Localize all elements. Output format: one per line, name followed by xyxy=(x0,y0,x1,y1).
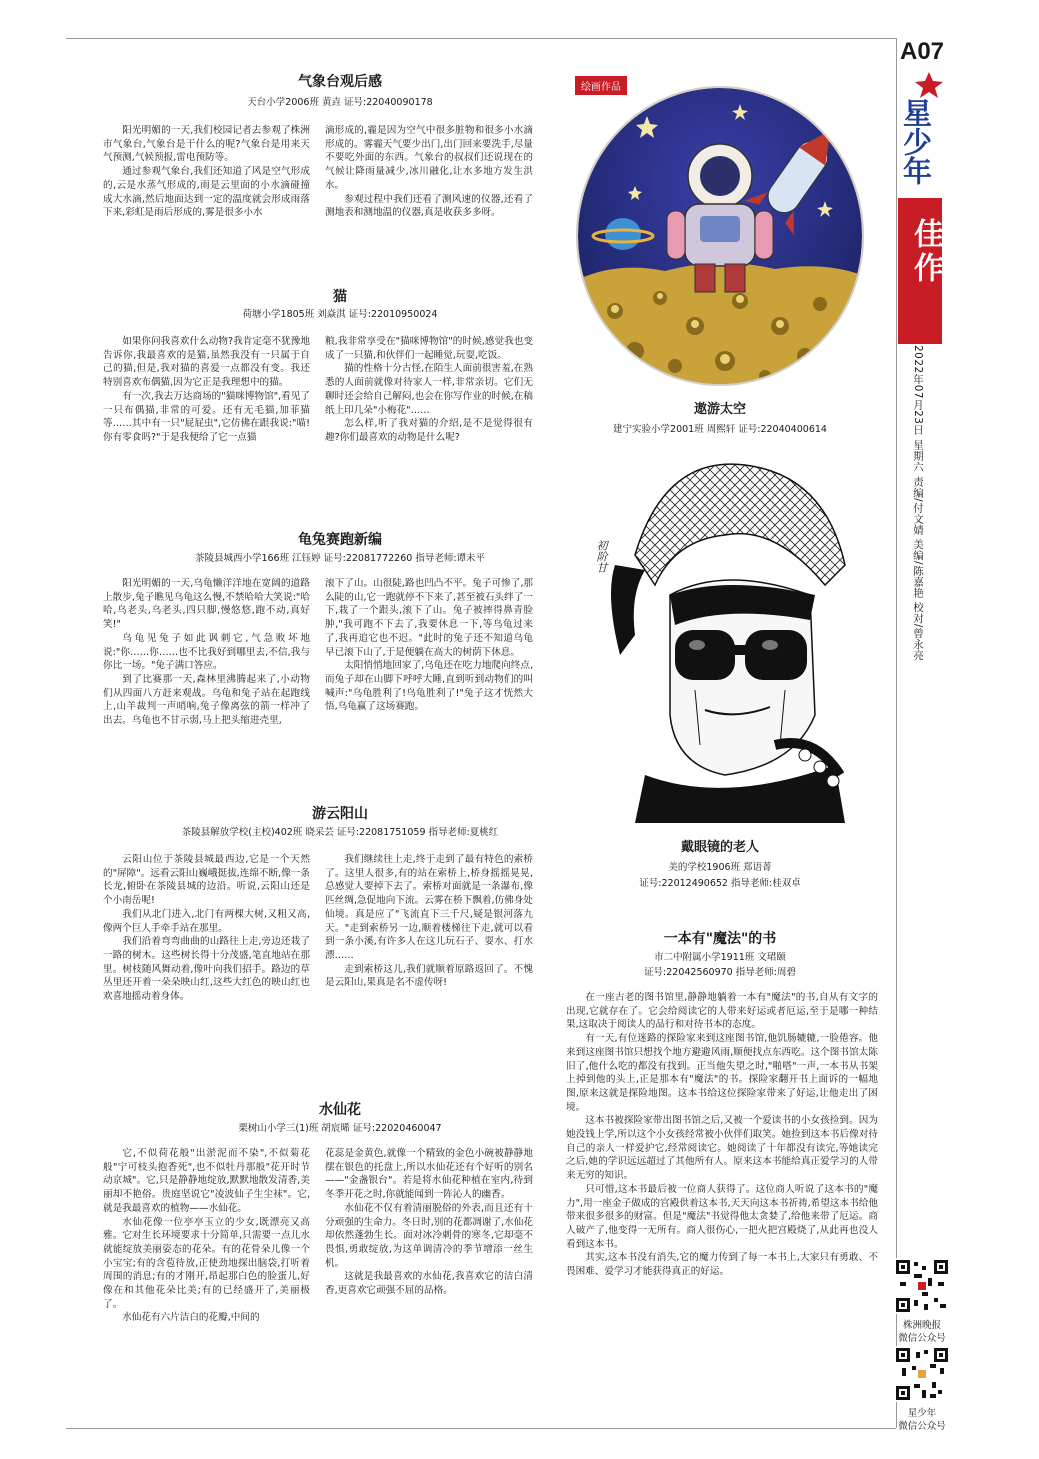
paragraph: 怎么样,听了我对猫的介绍,是不是觉得很有趣?你们最喜欢的动物是什么呢? xyxy=(325,418,533,443)
paragraph: 这就是我最喜欢的水仙花,我喜欢它的洁白清香,更喜欢它顽强不屈的品格。 xyxy=(325,1271,533,1297)
qr-caption: 株洲晚报 xyxy=(902,1320,941,1331)
qr-code-zhuzhou-evening[interactable] xyxy=(894,1258,950,1314)
qr-code-star-youth[interactable] xyxy=(894,1346,950,1402)
article-title: 气象台观后感 xyxy=(298,74,382,90)
bottom-rule xyxy=(66,1428,896,1429)
artwork-caption xyxy=(560,398,880,435)
artwork-space xyxy=(575,76,865,388)
right-column-rule xyxy=(896,38,897,1428)
star-icon xyxy=(914,72,944,98)
paragraph: 我们沿着弯弯曲曲的山路往上走,旁边还栽了一路的树木。这些树长得十分茂盛,笔直地站在那里。树枝随风舞动着,像叶向我们招手。路边的草丛里还开着一朵朵映山红,这些大红色的映山红也欢喜地摇动着身体。 xyxy=(103,936,310,1003)
article-body xyxy=(566,991,878,1279)
artwork-title: 遨游太空 xyxy=(693,402,746,417)
paragraph: 阳光明媚的一天,乌龟懒洋洋地在宽阔的道路上散步,兔子瞧见乌龟这么慢,不禁哈哈大笑说:"哈哈,乌老头,乌老头,四只脚,慢悠悠,跑不动,真好笑!" xyxy=(103,578,310,631)
qr-caption: 微信公众号 xyxy=(898,1333,946,1344)
article-col-left xyxy=(103,1147,310,1325)
paragraph: 我们继续往上走,终于走到了最有特色的索桥了。这里人很多,有的站在索桥上,桥身摇摇晃晃,总感觉人要掉下去了。索桥对面就是一条瀑布,像匹丝绸,急促地向下流。云雾在桥下飘着,仿佛身处仙境。真是应了"飞流直下三千尺,疑是银河落九天。"走到索桥另一边,顺着楼梯往下走,就可以看到一条小溪,有许多人在这儿玩石子、耍水、打水漂…… xyxy=(325,854,533,961)
paragraph: 我们从北门进入,北门有两棵大树,又粗又高,像两个巨人手牵手站在那里。 xyxy=(103,908,310,934)
date-credits: 2022年07月23日 星期六 责编/付文婧 美编/陈嘉艳 校对/曾永亮 xyxy=(912,345,924,661)
paragraph: 如果你问我喜欢什么动物?我肯定毫不犹豫地告诉你,我最喜欢的是猫,虽然我没有一只属于自己的猫,但是,我对猫的喜爱一点都没有变。我还特别喜欢布偶猫,因为它正是我理想中的猫。 xyxy=(103,336,310,389)
paragraph: 参观过程中我们还看了测风速的仪器,还看了测地表和测地温的仪器,真是收获多多呀。 xyxy=(325,193,533,219)
article-col-left xyxy=(103,335,310,445)
top-rule xyxy=(66,38,896,39)
article-byline: 茶陵县解放学校(主校)402班 晓采芸 证号:22081751059 指导老师:夏桃红 xyxy=(181,827,499,838)
paragraph: 这本书被探险家带出图书馆之后,又被一个爱读书的小女孩捡到。因为她没钱上学,所以这个小女孩经常被小伙伴们取笑。她捡到这本书后像对待自己的亲人一样爱护它,经常阅读它。她阅读了十年都没有读完,等她读完之后,她的学识远远超过了其他所有人。原来这本书能给真正爱学习的人带来无穷的知识。 xyxy=(566,1115,878,1182)
paragraph: 到了比赛那一天,森林里沸腾起来了,小动物们从四面八方赶来观战。乌龟和兔子站在起跑线上,山羊裁判一声哨响,兔子像离弦的箭一样冲了出去。乌龟也不甘示弱,马上把头缩进壳里, xyxy=(103,673,310,727)
article-byline: 天台小学2006班 黄垚 证号:22040090178 xyxy=(247,97,433,108)
paragraph-continued: 花蕊是金黄色,就像一个精致的金色小碗被静静地摆在银色的托盘上,所以水仙花还有个好听的别名——"金盏银台"。若是将水仙花种植在室内,待到冬季开花之时,你就能闻到一阵沁人的幽香。 xyxy=(325,1148,533,1201)
qr-caption: 微信公众号 xyxy=(898,1421,946,1432)
artwork-credit: 美的学校1906班 郑语菁 xyxy=(668,862,772,873)
paragraph: 通过参观气象台,我们还知道了风是空气形成的,云是水蒸气形成的,雨是云里面的小水滴碰撞成大水滴,然后地面达到一定的温度就会形成雨落下来,彩虹是雨后形成的,雾是很多小水 xyxy=(103,166,310,219)
artwork-old-man xyxy=(575,445,865,823)
paragraph: 水仙花不仅有着清丽脱俗的外表,而且还有十分顽强的生命力。冬日时,别的花都凋谢了,水仙花却依然蓬勃生长。面对冰冷刺骨的寒冬,它却毫不畏惧,勇敢绽放,为这单调清冷的季节增添一丝生机。 xyxy=(325,1202,533,1269)
paragraph: 乌龟见兔子如此讽刺它,气急败坏地说:"你……你……也不比我好到哪里去,不信,我与你比一场。"兔子满口答应。 xyxy=(103,632,310,672)
article-byline: 荷塘小学1805班 刘焱淇 证号:22010950024 xyxy=(242,309,438,320)
section-label: 佳作 xyxy=(908,218,943,286)
paragraph: 水仙花有六片洁白的花瓣,中间的 xyxy=(122,1312,260,1324)
article-byline: 市二中附属小学1911班 文珺颐 xyxy=(654,952,786,963)
article-byline: 茶陵县城西小学166班 江钰婷 证号:22081772260 指导老师:谭未平 xyxy=(194,553,486,564)
paragraph: 猫的性格十分古怪,在陌生人面前很害羞,在熟悉的人面前就像对待家人一样,非常亲切。它们无聊时还会给自己解闷,也会在你写作业的时候,在稿纸上印几朵"小梅花"…… xyxy=(325,363,533,416)
article-title: 游云阳山 xyxy=(312,806,368,822)
paragraph: 云阳山位于茶陵县城最西边,它是一个天然的"屏障"。远看云阳山巍峨挺拔,连绵不断,像一条长龙,俯卧在茶陵县城的边沿。听说,云阳山还是个小南岳呢! xyxy=(103,854,310,907)
article-col-left xyxy=(103,853,310,1004)
artwork-credit: 证号:22012490652 指导老师:桂双卓 xyxy=(639,878,801,889)
paragraph: 阳光明媚的一天,我们校园记者去参观了株洲市气象台,气象台是干什么的呢?气象台是用来天气预测,气候预报,雷电预防等。 xyxy=(103,125,310,164)
paragraph: 走到索桥这儿,我们就顺着原路返回了。不愧是云阳山,果真是名不虚传呀! xyxy=(325,963,533,989)
paragraph: 在一座古老的图书馆里,静静地躺着一本有"魔法"的书,自从有文字的出现,它就存在了。它会给阅读它的人带来好运或者厄运,至于是哪一种结果,这取决于阅读人的品行和对待书本的态度。 xyxy=(566,992,878,1031)
qr-caption: 星少年 xyxy=(907,1408,937,1419)
paragraph: 太阳悄悄地回家了,乌龟还在吃力地爬向终点,而兔子却在山脚下呼呼大睡,直到听到动物们的叫喊声:"乌龟胜利了!乌龟胜利了!"兔子这才恍然大悟,乌龟赢了这场赛跑。 xyxy=(325,660,533,713)
artwork-title: 戴眼镜的老人 xyxy=(680,840,759,855)
paragraph: 有一天,有位迷路的探险家来到这座图书馆,他饥肠辘辘,一脸倦容。他来到这座图书馆只想找个地方避避风雨,顺便找点东西吃。这个图书馆太陈旧了,他什么吃的都没有找到。正当他失望之时,"啪嗒"一声,一本书从书架上掉到他的头上,正是那本有"魔法"的书。探险家翻开书上面诉的一幅地图,原来这就是探险地图。这本书给这位探险家带来了好运,让他走出了困境。 xyxy=(566,1033,878,1113)
signature: 初阶甘 xyxy=(595,540,608,573)
artwork-label: 绘画作品 xyxy=(575,76,627,95)
section-banner xyxy=(898,198,942,344)
article-col-right xyxy=(325,577,533,714)
artwork-credit: 建宁实验小学2001班 周熙轩 证号:22040400614 xyxy=(613,424,827,435)
paragraph-continued: 滴形成的,霾是因为空气中很多脏物和很多小水滴形成的。雾霾天气要少出门,出门回来要洗手,尽量不要吃外面的东西。气象台的叔叔们还说现在的气候让降雨量减少,冰川融化,让水多地方发生洪水。 xyxy=(325,125,533,191)
article-col-left xyxy=(103,577,310,728)
article-title: 猫 xyxy=(333,289,347,305)
article-col-right xyxy=(325,853,533,990)
paragraph-continued: 滚下了山。山很陡,路也凹凸不平。兔子可惨了,那么陡的山,它一跑就停不下来了,甚至被石头绊了一下,栽了一个跟头,滚下了山。兔子被摔得鼻青脸肿,"我可跑不下去了,我要休息一下,等乌龟过来了,我再追它也不迟。"此时的兔子还不知道乌龟早已滚下山了,于是便躺在高大的树荫下休息。 xyxy=(325,578,533,658)
article-byline: 证号:22042560970 指导老师:周碧 xyxy=(644,967,796,978)
article-col-left xyxy=(103,124,310,220)
article-title: 龟兔赛跑新编 xyxy=(298,532,382,548)
article-col-right xyxy=(325,124,533,220)
article-title: 水仙花 xyxy=(319,1102,361,1118)
paragraph: 只可惜,这本书最后被一位商人获得了。这位商人听说了这本书的"魔力",用一座金子做成的宫殿供着这本书,天天向这本书祈祷,希望这本书给他带来很多很多的财富。但是"魔法"书觉得他太贪婪了,给他来带了厄运。商人破产了,他变得一无所有。商人很伤心,一把火把宫殿烧了,从此再也没人看到这本书。 xyxy=(566,1183,878,1250)
artwork-caption xyxy=(560,836,880,889)
paragraph: 水仙花像一位亭亭玉立的少女,既漂亮又高雅。它对生长环境要求十分简单,只需要一点儿水就能绽放美丽姿态的花朵。有的花骨朵儿像一个小宝宝;有的含苞待放,正使劲地探出脑袋,打听着周围的消息;有的才刚开,昂起那白色的脸蛋儿,好像在和其他花朵比美;有的已经盛开了,美丽极了。 xyxy=(103,1216,310,1310)
article-col-right xyxy=(325,1147,533,1298)
article-col-right xyxy=(325,335,533,445)
article-byline: 栗树山小学三(1)班 胡宸晞 证号:22020460047 xyxy=(238,1123,442,1134)
paragraph: 有一次,我去万达商场的"猫咪博物馆",看见了一只布偶猫,非常的可爱。还有无毛猫,加菲猫等……其中有一只"屁屁虫",它仿佛在跟我说:"喵!你有零食吗?"于是我便给了它一点猫 xyxy=(103,390,310,443)
brand-text: 星少年 xyxy=(899,98,933,185)
article-title: 一本有"魔法"的书 xyxy=(663,931,777,947)
brand-logo xyxy=(900,72,946,185)
paragraph-continued: 粮,我非常享受在"猫咪博物馆"的时候,感觉我也变成了一只猫,和伙伴们一起睡觉,玩耍,吃饭。 xyxy=(325,336,533,361)
page-number: A07 xyxy=(900,38,945,65)
paragraph: 它,不似荷花般"出淤泥而不染",不似菊花般"宁可枝头抱香死",也不似牡丹那般"花开时节动京城"。它,只是静静地绽放,默默地散发清香,美丽却不艳俗。贵庭坚说它"凌波仙子生尘袜"。它,就是我最喜欢的植物——水仙花。 xyxy=(103,1148,310,1214)
paragraph: 其实,这本书没有消失,它的魔力传到了每一本书上,大家只有勇敢、不畏困难、爱学习才能获得真正的好运。 xyxy=(566,1252,878,1278)
